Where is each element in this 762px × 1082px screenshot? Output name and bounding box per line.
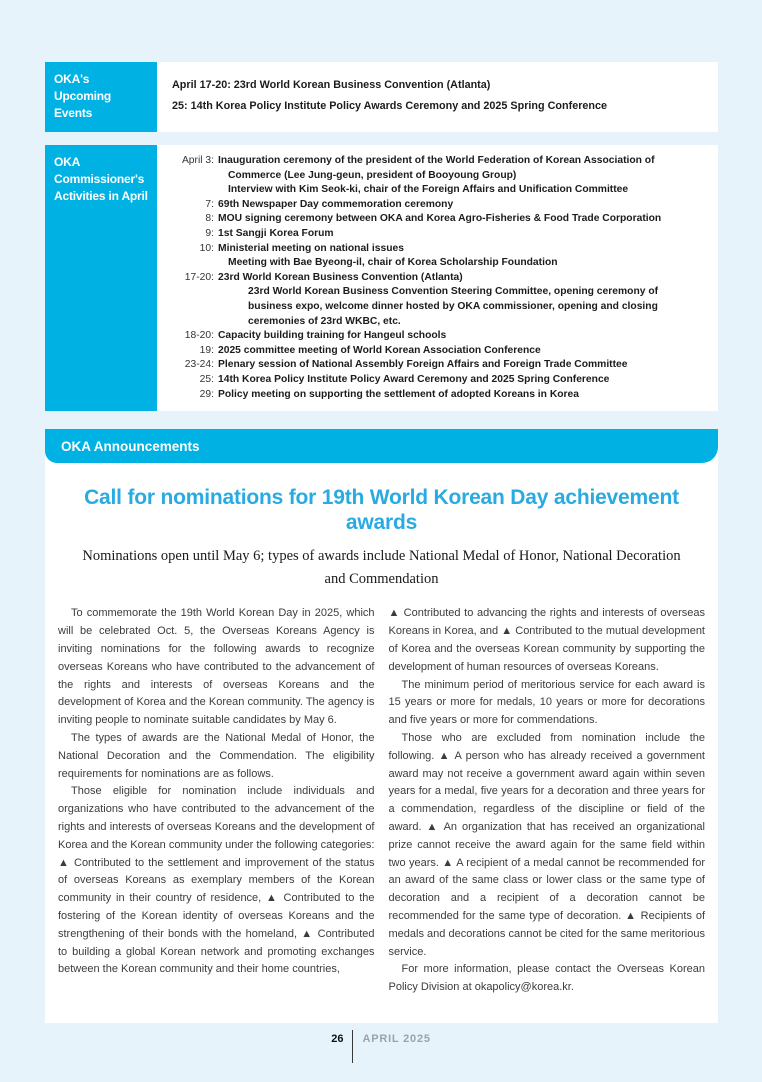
paragraph: Those eligible for nomination include individuals and organizations who have contributed to the advancement of the rights and interests of overseas Koreans and the development of Korea and the Korean community under the following categories: ▲ Contributed to the settlement and improvement of the status of overseas Koreans as exemplary members of the Korean community in their country of residence, ▲ Contributed to the fostering of the Korean identity of overseas Koreans and the strengthening of their bonds with the homeland, ▲ Contributed to building a global Korean network and promoting exchanges between the Korean community and their home countries, <box>58 785 375 976</box>
upcoming-events-label: OKA's Upcoming Events <box>45 62 157 132</box>
article-left-column <box>58 605 375 997</box>
page-number: 26 <box>331 1033 344 1045</box>
event-item: 25: 14th Korea Policy Institute Policy Awards Ceremony and 2025 Spring Conference <box>172 100 608 112</box>
article-title: Call for nominations for 19th World Korean Day achievement awards <box>84 486 679 535</box>
footer-divider <box>352 1030 353 1063</box>
activity-text: Ministerial meeting on national issues <box>218 242 404 254</box>
commissioner-activities-section <box>45 145 718 411</box>
activity-text: 23rd World Korean Business Convention (Atlanta) <box>218 271 463 283</box>
activity-row <box>172 212 704 227</box>
upcoming-events-list <box>157 62 718 132</box>
activity-text: Policy meeting on supporting the settlement of adopted Koreans in Korea <box>218 388 580 400</box>
activity-date: 17-20: <box>184 271 214 283</box>
activity-row <box>172 227 704 242</box>
activity-date: 8: <box>205 213 214 225</box>
event-item: April 17-20: 23rd World Korean Business Convention (Atlanta) <box>172 79 491 91</box>
activity-text: Plenary session of National Assembly Foreign Affairs and Foreign Trade Committee <box>218 359 628 371</box>
paragraph: The minimum period of meritorious service for each award is 15 years or more for medals, 10 years or more for decorations and five years or more for commendations. <box>388 678 705 727</box>
activity-text: 14th Korea Policy Institute Policy Award Ceremony and 2025 Spring Conference <box>218 373 610 385</box>
paragraph: The types of awards are the National Medal of Honor, the National Decoration and the Commendation. The eligibility requirements for nominations are as follows. <box>58 731 375 780</box>
page-footer <box>0 1030 762 1063</box>
activity-sub-text: 23rd World Korean Business Convention Steering Committee, opening ceremony of business expo, welcome dinner hosted by OKA commissioner, opening and closing ceremonies of 23rd WKBC, etc. <box>248 286 659 327</box>
activity-date: 19: <box>199 344 214 356</box>
article-columns <box>58 605 705 997</box>
activity-row <box>172 344 704 359</box>
activity-date: 9: <box>205 227 214 239</box>
activity-row <box>172 329 704 344</box>
issue-label: APRIL 2025 <box>362 1033 431 1045</box>
activity-date: 18-20: <box>184 330 214 342</box>
commissioner-activities-list <box>157 145 718 411</box>
paragraph: ▲ Contributed to advancing the rights and interests of overseas Koreans in Korea, and ▲ Contributed to the mutual development of Korea and the overseas Korean community by supporting the development of human resources of overseas Koreans. <box>388 607 705 673</box>
commissioner-activities-label: OKA Commissioner's Activities in April <box>45 145 157 411</box>
activity-row <box>172 373 704 388</box>
activity-row <box>172 154 704 198</box>
activity-date: 7: <box>205 198 214 210</box>
activity-date: 10: <box>199 242 214 254</box>
article-right-column <box>389 605 706 997</box>
page-content <box>45 62 718 1023</box>
activity-extra-text: Meeting with Bae Byeong-il, chair of Korea Scholarship Foundation <box>228 257 558 269</box>
upcoming-events-section <box>45 62 718 132</box>
activity-row <box>172 242 704 271</box>
announcements-banner-label: OKA Announcements <box>61 438 200 454</box>
activity-row <box>172 198 704 213</box>
paragraph: To commemorate the 19th World Korean Day in 2025, which will be celebrated Oct. 5, the Overseas Koreans Agency is inviting nominations for the following awards to recognize overseas Koreans who have contributed to the advancement of the rights and interests of overseas Koreans and the development of Korea and the Korean community. The agency is inviting people to nominate suitable candidates by May 6. <box>58 607 375 727</box>
activity-date: 23-24: <box>184 359 214 371</box>
activity-date: 25: <box>199 373 214 385</box>
activity-text: MOU signing ceremony between OKA and Korea Agro-Fisheries & Food Trade Corporation <box>218 213 662 225</box>
paragraph: For more information, please contact the Overseas Korean Policy Division at okapolicy@korea.kr. <box>388 963 705 994</box>
activity-text: Capacity building training for Hangeul schools <box>218 330 447 342</box>
activity-text: 2025 committee meeting of World Korean Association Conference <box>218 344 541 356</box>
article <box>45 447 718 1023</box>
activity-text: 1st Sangji Korea Forum <box>218 227 334 239</box>
activity-text: Inauguration ceremony of the president of the World Federation of Korean Association of Commerce (Lee Jung-geun, president of Booyoung Group) <box>218 155 655 181</box>
activity-date: 29: <box>199 388 214 400</box>
announcements-banner <box>45 429 718 463</box>
paragraph: Those who are excluded from nomination include the following. ▲ A person who has already received a government award may not receive a government award again within seven years for a medal, five years for a decoration and three years for a commendation, regardless of the discipline or field of the award. ▲ An organization that has received an organizational prize cannot receive the award again for the same field within two years. ▲ A recipient of a medal cannot be recommended for an award of the same class or lower class or the same type of decoration and a recipient of a decoration cannot be recommended for the same type of decoration. ▲ Recipients of medals and decorations cannot be cited for the same meritorious service. <box>388 731 705 958</box>
activity-row <box>172 358 704 373</box>
activity-extra-text: Interview with Kim Seok-ki, chair of the Foreign Affairs and Unification Committee <box>228 184 629 196</box>
activity-date: April 3: <box>181 155 214 166</box>
article-subtitle: Nominations open until May 6; types of awards include National Medal of Honor, National Decoration and Commendation <box>82 548 681 587</box>
activity-row <box>172 271 704 329</box>
activity-row <box>172 388 704 403</box>
activity-text: 69th Newspaper Day commemoration ceremony <box>218 198 454 210</box>
